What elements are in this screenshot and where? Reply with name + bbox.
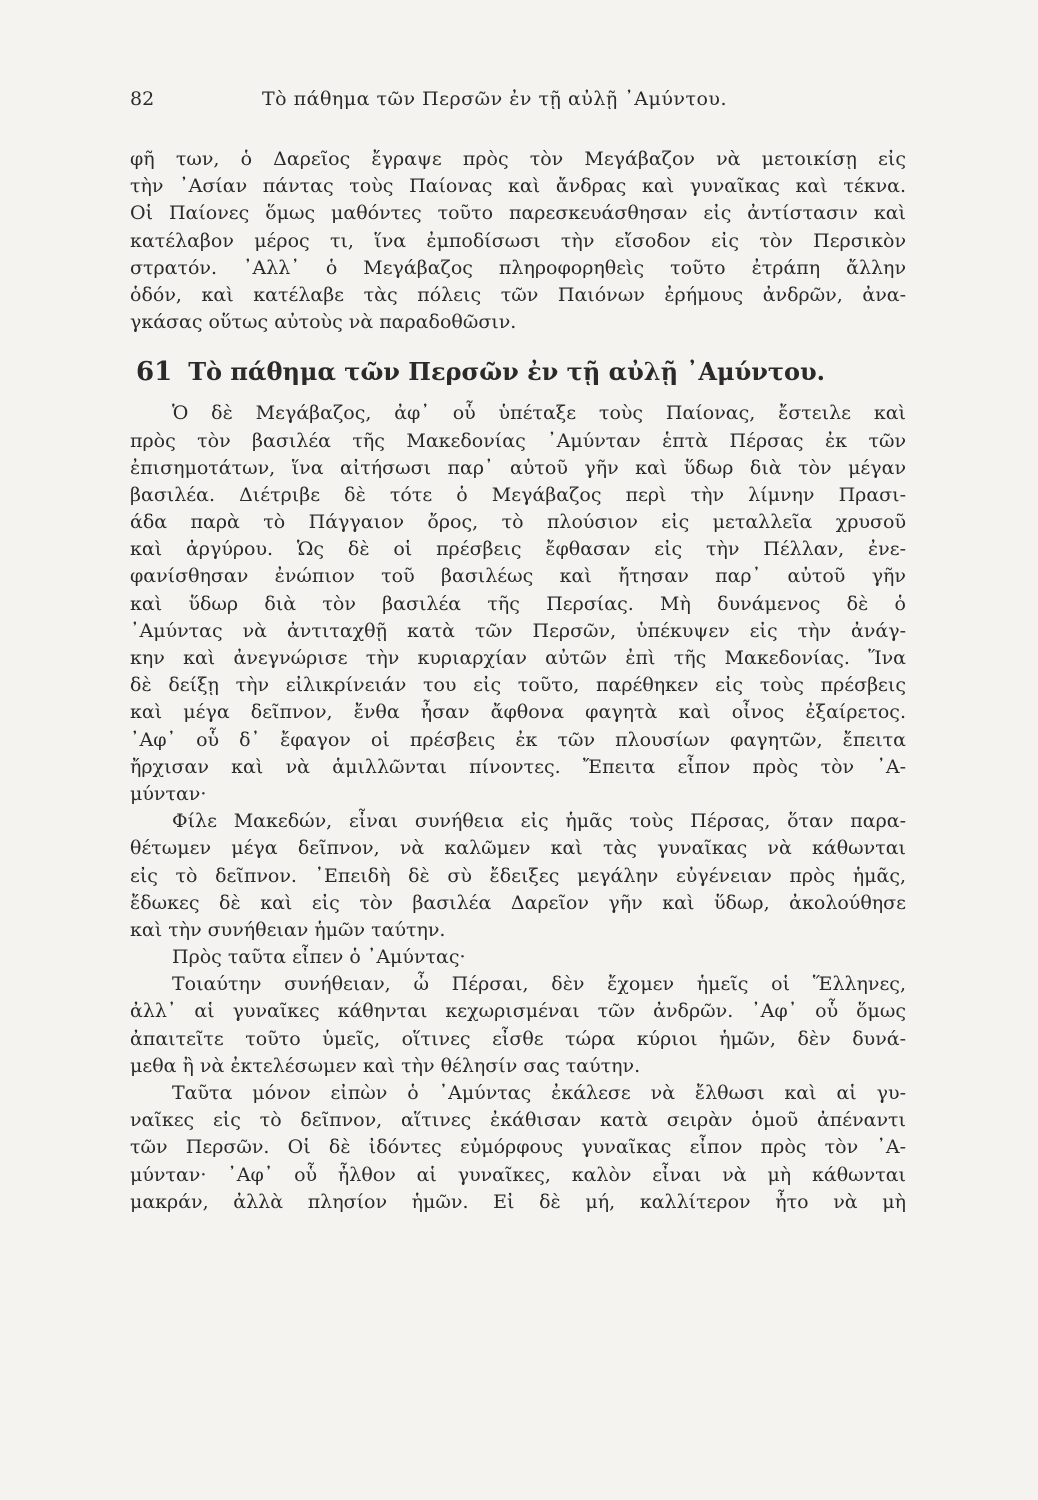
- text-line: δὲ δείξῃ τὴν εἰλικρίνειάν του εἰς τοῦτο, παρέθηκεν εἰς τοὺς πρέσβεις: [130, 674, 906, 697]
- top-paragraph: [130, 146, 906, 336]
- chapter-title: Τὸ πάθημα τῶν Περσῶν ἐν τῇ αὐλῇ ᾽Αμύντου.: [188, 357, 826, 387]
- text-line: τῶν Περσῶν. Οἱ δὲ ἰδόντες εὐμόρφους γυναῖκας εἶπον πρὸς τὸν ᾽Α-: [130, 1136, 906, 1159]
- text-line: ἀπαιτεῖτε τοῦτο ὑμεῖς, οἵτινες εἶσθε τώρα κύριοι ἡμῶν, δὲν δυνά-: [130, 1027, 906, 1050]
- text-line: τὴν ᾽Ασίαν πάντας τοὺς Παίονας καὶ ἄνδρας καὶ γυναῖκας καὶ τέκνα.: [130, 175, 906, 198]
- text-line: μεθα ἢ νὰ ἐκτελέσωμεν καὶ τὴν θέλησίν σας ταύτην.: [130, 1054, 641, 1077]
- page-number: 82: [130, 88, 155, 110]
- text-line: καὶ ἀργύρου. Ὡς δὲ οἱ πρέσβεις ἔφθασαν εἰς τὴν Πέλλαν, ἐνε-: [130, 538, 906, 561]
- text-line: θέτωμεν μέγα δεῖπνον, νὰ καλῶμεν καὶ τὰς γυναῖκας νὰ κάθωνται: [130, 837, 906, 860]
- text-line: Οἱ Παίονες ὅμως μαθόντες τοῦτο παρεσκευάσθησαν εἰς ἀντίστασιν καὶ: [130, 202, 906, 225]
- text-line: ᾽Αμύντας νὰ ἀντιταχθῇ κατὰ τῶν Περσῶν, ὑπέκυψεν εἰς τὴν ἀνάγ-: [130, 619, 906, 642]
- text-line: Πρὸς ταῦτα εἶπεν ὁ ᾽Αμύντας·: [172, 946, 466, 969]
- paragraph: [130, 971, 906, 1080]
- text-line: εἰς τὸ δεῖπνον. ᾽Επειδὴ δὲ σὺ ἔδειξες μεγάλην εὐγένειαν πρὸς ἡμᾶς,: [130, 864, 906, 887]
- text-line: ἐπισημοτάτων, ἵνα αἰτήσωσι παρ᾽ αὐτοῦ γῆν καὶ ὕδωρ διὰ τὸν μέγαν: [130, 456, 906, 479]
- chapter-number: 61: [136, 357, 173, 388]
- chapter-heading: [130, 344, 906, 400]
- text-line: φῆ των, ὁ Δαρεῖος ἔγραψε πρὸς τὸν Μεγάβαζον νὰ μετοικίσῃ εἰς: [130, 148, 906, 170]
- text-line: καὶ ὕδωρ διὰ τὸν βασιλέα τῆς Περσίας. Μὴ δυνάμενος δὲ ὁ: [130, 592, 906, 615]
- text-line: Τοιαύτην συνήθειαν, ὦ Πέρσαι, δὲν ἔχομεν ἡμεῖς οἱ Ἕλληνες,: [172, 973, 906, 996]
- text-line: ἀλλ᾽ αἱ γυναῖκες κάθηνται κεχωρισμέναι τῶν ἀνδρῶν. ᾽Αφ᾽ οὗ ὅμως: [130, 1000, 906, 1023]
- text-line: φανίσθησαν ἐνώπιον τοῦ βασιλέως καὶ ἤτησαν παρ᾽ αὐτοῦ γῆν: [130, 565, 906, 588]
- text-line: γκάσας οὕτως αὐτοὺς νὰ παραδοθῶσιν.: [130, 311, 517, 334]
- text-line: ᾽Αφ᾽ οὗ δ᾽ ἔφαγον οἱ πρέσβεις ἐκ τῶν πλουσίων φαγητῶν, ἔπειτα: [130, 728, 906, 751]
- running-head: [130, 88, 910, 118]
- text-line: ὁδόν, καὶ κατέλαβε τὰς πόλεις τῶν Παιόνων ἐρήμους ἀνδρῶν, ἀνα-: [130, 283, 906, 306]
- text-line: άδα παρὰ τὸ Πάγγαιον ὄρος, τὸ πλούσιον εἰς μεταλλεῖα χρυσοῦ: [130, 511, 906, 534]
- text-line: κατέλαβον μέρος τι, ἵνα ἐμποδίσωσι τὴν εἴσοδον εἰς τὸν Περσικὸν: [130, 229, 906, 252]
- text-line: ἤρχισαν καὶ νὰ ἁμιλλῶνται πίνοντες. Ἔπειτα εἶπον πρὸς τὸν ᾽Α-: [130, 755, 906, 778]
- text-line: καὶ μέγα δεῖπνον, ἔνθα ἦσαν ἄφθονα φαγητὰ καὶ οἶνος ἐξαίρετος.: [130, 701, 906, 724]
- paragraph: [130, 400, 906, 808]
- text-line: Ταῦτα μόνον εἰπὼν ὁ ᾽Αμύντας ἐκάλεσε νὰ ἔλθωσι καὶ αἱ γυ-: [172, 1082, 906, 1104]
- running-title: Τὸ πάθημα τῶν Περσῶν ἐν τῇ αὐλῇ ᾽Αμύντου.: [262, 88, 728, 110]
- paragraph: [130, 1080, 906, 1216]
- text-line: ναῖκες εἰς τὸ δεῖπνον, αἵτινες ἐκάθισαν κατὰ σειρὰν ὁμοῦ ἀπέναντι: [130, 1109, 906, 1132]
- text-line: Φίλε Μακεδών, εἶναι συνήθεια εἰς ἡμᾶς τοὺς Πέρσας, ὅταν παρα-: [172, 810, 906, 833]
- text-line: κην καὶ ἀνεγνώρισε τὴν κυριαρχίαν αὐτῶν ἐπὶ τῆς Μακεδονίας. Ἵνα: [130, 647, 906, 669]
- text-line: πρὸς τὸν βασιλέα τῆς Μακεδονίας ᾽Αμύνταν ἑπτὰ Πέρσας ἐκ τῶν: [130, 429, 906, 452]
- paragraph: [130, 808, 906, 944]
- text-line: βασιλέα. Διέτριβε δὲ τότε ὁ Μεγάβαζος περὶ τὴν λίμνην Πρασι-: [130, 483, 906, 506]
- text-line: καὶ τὴν συνήθειαν ἡμῶν ταύτην.: [130, 918, 446, 941]
- text-line: στρατόν. ᾽Αλλ᾽ ὁ Μεγάβαζος πληροφορηθεὶς τοῦτο ἐτράπη ἄλλην: [130, 256, 906, 279]
- text-line: μακράν, ἀλλὰ πλησίον ἡμῶν. Εἰ δὲ μή, καλλίτερον ἦτο νὰ μὴ: [130, 1190, 906, 1213]
- paragraph: [130, 944, 906, 971]
- text-line: Ὁ δὲ Μεγάβαζος, ἀφ᾽ οὗ ὑπέταξε τοὺς Παίονας, ἔστειλε καὶ: [172, 402, 906, 425]
- text-line: ἔδωκες δὲ καὶ εἰς τὸν βασιλέα Δαρεῖον γῆν καὶ ὕδωρ, ἀκολούθησε: [130, 891, 906, 914]
- text-line: μύνταν· ᾽Αφ᾽ οὗ ἦλθον αἱ γυναῖκες, καλὸν εἶναι νὰ μὴ κάθωνται: [130, 1163, 906, 1186]
- text-line: μύνταν·: [130, 782, 207, 805]
- body-text: [130, 146, 906, 1216]
